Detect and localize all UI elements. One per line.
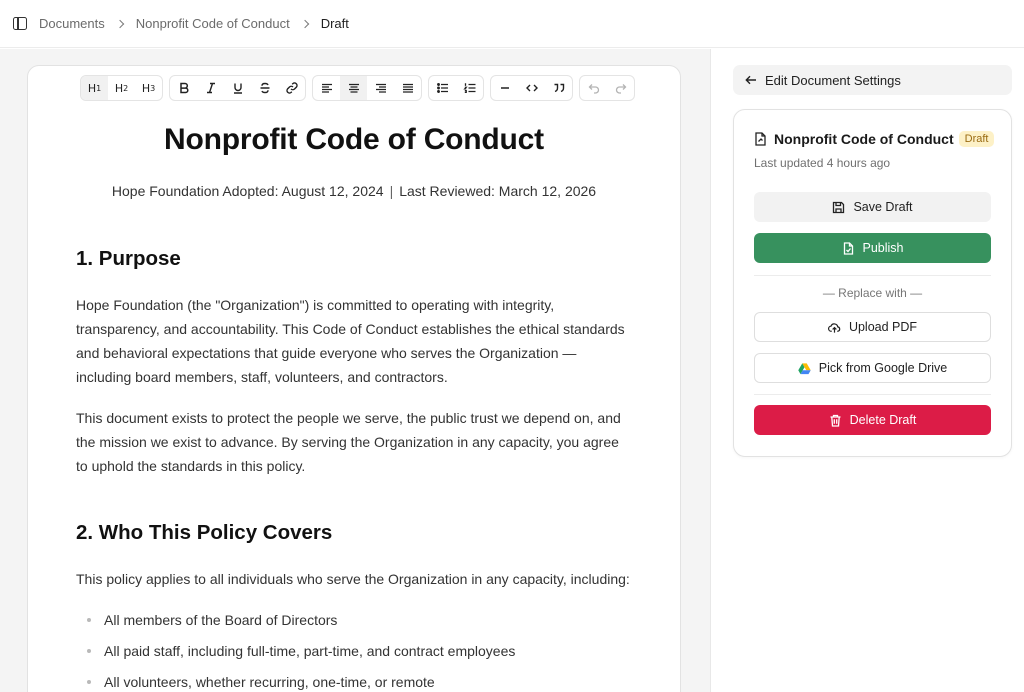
align-right-icon[interactable] bbox=[367, 76, 394, 100]
alignment-group bbox=[312, 75, 422, 101]
underline-icon[interactable] bbox=[224, 76, 251, 100]
breadcrumb-documents[interactable]: Documents bbox=[39, 16, 105, 31]
google-drive-button[interactable] bbox=[754, 353, 991, 383]
formatting-toolbar bbox=[80, 75, 635, 101]
breadcrumb-current: Draft bbox=[320, 16, 349, 31]
link-icon[interactable] bbox=[278, 76, 305, 100]
divider bbox=[754, 275, 991, 276]
last-updated: Last updated 4 hours ago bbox=[754, 156, 891, 170]
paragraph: Hope Foundation (the "Organization") is committed to operating with integrity, transparency, and accountability. This Code of Conduct establishes the ethical standards and behavioral expectations that guide everyone who serves the Organization — including board members, staff, volunteers, and contractors. bbox=[76, 297, 625, 385]
paragraph: This policy applies to all individuals who serve the Organization in any capacity, including: bbox=[76, 571, 630, 587]
section-heading: 1. Purpose bbox=[76, 247, 181, 270]
settings-panel bbox=[710, 49, 1024, 692]
save-draft-label: Save Draft bbox=[853, 200, 913, 214]
chevron-right-icon bbox=[300, 19, 308, 27]
insert-group bbox=[490, 75, 573, 101]
cloud-upload-icon bbox=[828, 321, 841, 334]
upload-pdf-button[interactable] bbox=[754, 312, 991, 342]
save-draft-button[interactable] bbox=[754, 192, 991, 222]
bold-icon[interactable] bbox=[170, 76, 197, 100]
document-body[interactable] bbox=[76, 122, 632, 692]
heading-3-level: 3 bbox=[150, 83, 156, 93]
card-title: Nonprofit Code of Conduct bbox=[774, 131, 954, 147]
save-icon bbox=[832, 201, 845, 214]
editor-pane bbox=[0, 49, 710, 692]
editor-card bbox=[27, 65, 681, 692]
heading-1-letter: H bbox=[87, 81, 97, 95]
meta-separator: | bbox=[389, 183, 394, 199]
section-heading: 2. Who This Policy Covers bbox=[76, 521, 333, 544]
chevron-right-icon bbox=[116, 19, 124, 27]
list-item: All paid staff, including full-time, part-time, and contract employees bbox=[76, 639, 632, 663]
numbered-list-icon[interactable] bbox=[456, 76, 483, 100]
breadcrumb bbox=[39, 16, 349, 31]
adopted-date: Hope Foundation Adopted: August 12, 2024 bbox=[111, 183, 384, 199]
top-bar bbox=[0, 0, 1024, 48]
history-group bbox=[579, 75, 635, 101]
document-card bbox=[733, 109, 1012, 457]
heading-1-level: 1 bbox=[96, 83, 102, 93]
strikethrough-icon[interactable] bbox=[251, 76, 278, 100]
document-title: Nonprofit Code of Conduct bbox=[164, 123, 544, 156]
paragraph: This document exists to protect the people we serve, the public trust we depend on, and the mission we exist to advance. By serving the Organization in any capacity, you agree to uphold the standards in this policy. bbox=[76, 410, 621, 474]
trash-icon bbox=[829, 414, 842, 427]
edit-document-settings-button[interactable] bbox=[733, 65, 1012, 95]
upload-pdf-label: Upload PDF bbox=[848, 320, 918, 334]
heading-2-letter: H bbox=[114, 81, 124, 95]
italic-icon[interactable] bbox=[197, 76, 224, 100]
status-badge: Draft bbox=[959, 131, 995, 147]
reviewed-date: Last Reviewed: March 12, 2026 bbox=[399, 183, 597, 199]
code-icon[interactable] bbox=[518, 76, 545, 100]
delete-draft-label: Delete Draft bbox=[849, 413, 917, 427]
delete-draft-button[interactable] bbox=[754, 405, 991, 435]
edit-document-settings-label: Edit Document Settings bbox=[765, 72, 901, 88]
heading-2-level: 2 bbox=[123, 83, 129, 93]
heading-1-button[interactable] bbox=[81, 76, 108, 100]
card-header bbox=[754, 131, 994, 147]
text-style-group bbox=[169, 75, 306, 101]
heading-3-letter: H bbox=[141, 81, 151, 95]
blockquote-icon[interactable] bbox=[545, 76, 572, 100]
sidebar-toggle-icon[interactable] bbox=[13, 17, 27, 30]
list-item: All members of the Board of Directors bbox=[76, 608, 632, 632]
breadcrumb-document[interactable]: Nonprofit Code of Conduct bbox=[135, 16, 290, 31]
document-icon bbox=[754, 132, 767, 146]
align-left-icon[interactable] bbox=[313, 76, 340, 100]
bullet-list-icon[interactable] bbox=[429, 76, 456, 100]
google-drive-icon bbox=[798, 362, 811, 375]
horizontal-rule-icon[interactable] bbox=[491, 76, 518, 100]
bullet-list bbox=[76, 608, 632, 692]
replace-with-label: — Replace with — bbox=[822, 286, 923, 300]
document-meta bbox=[76, 182, 632, 200]
divider bbox=[754, 394, 991, 395]
heading-group bbox=[80, 75, 163, 101]
google-drive-label: Pick from Google Drive bbox=[818, 361, 948, 375]
list-group bbox=[428, 75, 484, 101]
undo-icon[interactable] bbox=[580, 76, 607, 100]
heading-3-button[interactable] bbox=[135, 76, 162, 100]
redo-icon[interactable] bbox=[607, 76, 634, 100]
arrow-left-icon bbox=[745, 74, 757, 86]
align-center-icon[interactable] bbox=[340, 76, 367, 100]
publish-label: Publish bbox=[862, 241, 904, 255]
align-justify-icon[interactable] bbox=[394, 76, 421, 100]
publish-document-icon bbox=[842, 242, 855, 255]
heading-2-button[interactable] bbox=[108, 76, 135, 100]
list-item: All volunteers, whether recurring, one-time, or remote bbox=[76, 670, 632, 692]
publish-button[interactable] bbox=[754, 233, 991, 263]
